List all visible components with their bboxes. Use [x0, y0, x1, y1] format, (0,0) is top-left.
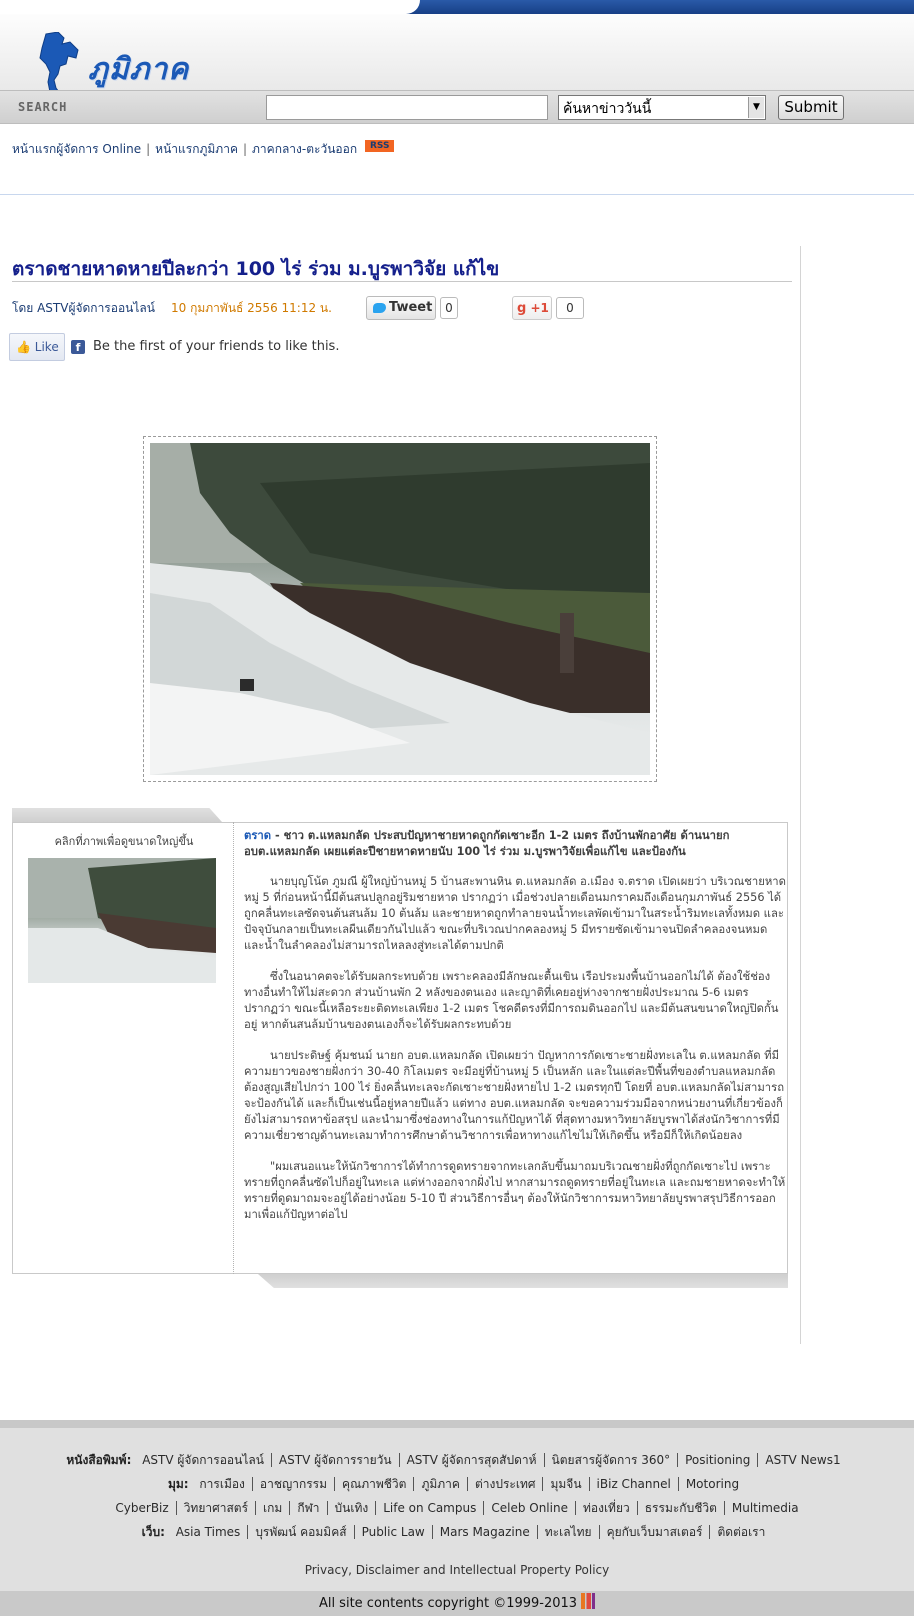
footer-link[interactable]: Positioning — [678, 1453, 758, 1467]
nav-link-manager-online[interactable]: หน้าแรกผู้จัดการ Online — [12, 142, 142, 156]
chevron-down-icon[interactable]: ▼ — [748, 97, 764, 118]
footer-link[interactable]: Multimedia — [731, 1501, 799, 1515]
thumbnail-photo — [28, 858, 216, 983]
footer-row-sections — [0, 1475, 914, 1494]
footer-label-newspapers: หนังสือพิมพ์: — [66, 1453, 132, 1467]
copyright-text: All site contents copyright ©1999-2013 — [318, 1596, 578, 1611]
search-label: SEARCH — [18, 100, 68, 114]
footer-link[interactable]: มุมจีน — [543, 1477, 589, 1491]
footer-link[interactable]: อาชญากรรม — [253, 1477, 335, 1491]
article-lead-text: - ชาว ต.แหลมกลัด ประสบปัญหาชายหาดถูกกัดเซาะอีก 1-2 เมตร ถึงบ้านพักอาศัย ด้านนายก อบต.แหลมกลัด เผยแต่ละปีชายหาดหายนับ 100 ไร่ ร่วม ม.บูรพาวิจัยเพื่อแก้ไข และป้องกัน — [244, 829, 730, 858]
footer-link[interactable]: ทะเลไทย — [538, 1525, 600, 1539]
footer-link[interactable]: การเมือง — [192, 1477, 253, 1491]
article-body-box — [12, 808, 788, 1288]
footer-link[interactable]: กีฬา — [290, 1501, 327, 1515]
footer-link[interactable]: Life on Campus — [376, 1501, 484, 1515]
search-category-select[interactable] — [558, 95, 766, 120]
footer-link[interactable]: Public Law — [355, 1525, 433, 1539]
nav-link-central-east[interactable]: ภาคกลาง-ตะวันออก — [252, 142, 358, 156]
site-header — [0, 14, 914, 90]
article-text — [244, 828, 786, 1238]
footer-label-web: เว็บ: — [141, 1525, 165, 1539]
coastal-erosion-photo — [150, 443, 650, 775]
article-date: 10 กุมภาพันธ์ 2556 11:12 น. — [171, 301, 332, 315]
footer-link[interactable]: ท่องเที่ยว — [576, 1501, 638, 1515]
article-paragraph: "ผมเสนอแนะให้นักวิชาการได้ทำการดูดทรายจากทะเลกลับขึ้นมาถมบริเวณชายฝั่งที่ถูกกัดเซาะไป เพราะทรายที่ถูกคลื่นซัดไปก็อยู่ในทะเล แต่ห่างออกจากฝั่งไป หากสามารถดูดทรายที่อยู่ในทะเล และถมชายหาดจะทำให้ทรายที่ดูดมาถมจะอยู่ได้อย่างน้อย 5-10 ปี ส่วนวิธีการอื่นๆ ต้องให้นักวิชาการมหาวิทยาลัยบูรพาสรุปวิธีการออกมาเพื่อแก้ปัญหาต่อไป — [244, 1160, 786, 1221]
enlarge-image-label: คลิกที่ภาพเพื่อดูขนาดใหญ่ขึ้น — [54, 835, 194, 848]
thumbs-up-icon: 👍 — [16, 340, 31, 354]
google-plus-button[interactable] — [512, 296, 552, 320]
submit-button[interactable]: Submit — [778, 95, 844, 120]
rss-badge[interactable]: RSS — [365, 140, 395, 152]
footer-link[interactable]: Motoring — [685, 1477, 740, 1491]
footer-label-sections: มุม: — [167, 1477, 189, 1491]
footer-link[interactable]: คุณภาพชีวิต — [335, 1477, 414, 1491]
article-byline: โดย ASTVผู้จัดการออนไลน์ — [12, 301, 155, 315]
footer-row-web — [0, 1523, 914, 1542]
footer-row-more-sections — [0, 1499, 914, 1518]
footer-link[interactable]: ASTV News1 — [765, 1453, 841, 1467]
header-divider — [0, 194, 914, 195]
footer-link[interactable]: Mars Magazine — [433, 1525, 538, 1539]
footer-link[interactable]: CyberBiz — [108, 1501, 176, 1515]
like-label: Like — [34, 340, 59, 354]
google-plus-label: +1 — [530, 301, 549, 315]
title-divider — [12, 281, 792, 282]
content-divider — [800, 246, 801, 1344]
box-bottom-tab — [258, 1274, 788, 1288]
footer-link[interactable]: Asia Times — [169, 1525, 249, 1539]
footer-link[interactable]: นิตยสารผู้จัดการ 360° — [545, 1453, 679, 1467]
article-title: ตราดชายหาดหายปีละกว่า 100 ไร่ ร่วม ม.บูรพาวิจัย แก้ไข — [12, 258, 500, 280]
tweet-button[interactable] — [366, 296, 436, 320]
thumbnail-column — [12, 822, 234, 1274]
box-top-tab — [12, 808, 222, 822]
footer-link[interactable]: ASTV ผู้จัดการรายวัน — [272, 1453, 400, 1467]
search-bar — [0, 90, 914, 124]
footer-link[interactable]: บุรพัฒน์ คอมมิคส์ — [248, 1525, 354, 1539]
article-paragraph: นายประดิษฐ์ คุ้มชนม์ นายก อบต.แหลมกลัด เปิดเผยว่า ปัญหาการกัดเซาะชายฝั่งทะเลใน ต.แหลมกลัด ที่มีความยาวของชายฝั่งกว่า 30-40 กิโลเมตร จะมีอยู่ที่บ้านหมู่ 5 เป็นหลัก และในแต่ละปีพื้นที่ของตำบลแหลมกลัดต้องสูญเสียไปกว่า 100 ไร่ ยิ่งคลื่นทะเลจะกัดเซาะชายฝั่งหายไป 1-2 เมตรทุกปี โดยที่ อบต.แหลมกลัดไม่สามารถจะป้องกันได้ และก็เป็นเช่นนี้อยู่หลายปีแล้ว แต่ทาง อบต.แหลมกลัด จะขอความร่วมมือจากหน่วยงานที่เกี่ยวข้องก็ยังไม่สามารถหาข้อสรุป และนำมาซึ่งช่องทางในการแก้ปัญหาได้ ที่สุดทางมหาวิทยาลัยบูรพาได้ส่งนักวิชาการที่มีความเชี่ยวชาญด้านทะเลมาทำการศึกษาด้านวิชาการเพื่อหาทางแก้ไขไม่ให้เกิดขึ้น หรือมีก็ให้เกิดน้อยลง — [244, 1049, 785, 1142]
tweet-label: Tweet — [389, 300, 433, 315]
nav-link-region-home[interactable]: หน้าแรกภูมิภาค — [155, 142, 238, 156]
footer-link[interactable]: ต่างประเทศ — [468, 1477, 544, 1491]
footer-link[interactable]: คุยกับเว็บมาสเตอร์ — [600, 1525, 711, 1539]
article-photo-frame — [143, 436, 657, 782]
footer-link[interactable]: บันเทิง — [328, 1501, 377, 1515]
tweet-count: 0 — [440, 297, 458, 319]
google-plus-icon: g — [517, 301, 527, 316]
privacy-link[interactable]: Privacy, Disclaimer and Intellectual Property Policy — [304, 1563, 610, 1577]
article-photo[interactable] — [150, 443, 650, 775]
footer-link[interactable]: ภูมิภาค — [414, 1477, 468, 1491]
article-place[interactable]: ตราด — [244, 829, 272, 842]
footer-link[interactable]: ASTV ผู้จัดการสุดสัปดาห์ — [400, 1453, 545, 1467]
footer-link[interactable]: ASTV ผู้จัดการออนไลน์ — [135, 1453, 272, 1467]
site-footer — [0, 1420, 914, 1616]
search-input[interactable] — [266, 95, 548, 120]
search-category-value: ค้นหาข่าววันนี้ — [563, 101, 652, 117]
footer-link[interactable]: ติดต่อเรา — [717, 1525, 766, 1539]
article-lead — [244, 828, 786, 860]
footer-row-newspapers — [0, 1451, 914, 1470]
facebook-icon: f — [71, 340, 85, 354]
copyright-bar — [0, 1591, 914, 1616]
top-strip — [0, 0, 914, 14]
footer-link[interactable]: iBiz Channel — [590, 1477, 679, 1491]
footer-link[interactable]: เกม — [256, 1501, 290, 1515]
article-paragraph: นายบุญโน้ต ภูมณี ผู้ใหญ่บ้านหมู่ 5 บ้านสะพานหิน ต.แหลมกลัด อ.เมือง จ.ตราด เปิดเผยว่า บริเวณชายหาดหมู่ 5 ที่ก่อนหน้านี้มีต้นสนปลูกอยู่ริมชายหาด ปรากฏว่า เมื่อช่วงปลายเดือนมกราคมถึงเดือนกุมภาพันธ์ 2556 ได้ถูกคลื่นทะเลซัดจนต้นสนล้ม 10 ต้นล้ม และชายหาดถูกทำลายจนน้ำทะเลพัดเข้ามาในสระน้ำริมทะเลทั้งหมด และปัจจุบันกลายเป็นทะเลผืนเดียวกันไปแล้ว ขณะที่บริเวณปากคลองหมู่ 5 มีทรายซัดเข้ามาจนปิดลำคลองจนหมด และน้ำในลำคลองไม่สามารถไหลลงสู่ทะเลได้ตามปกติ — [244, 875, 786, 952]
google-plus-count: 0 — [556, 297, 584, 319]
equalizer-logo-icon — [581, 1593, 595, 1609]
like-social-text: Be the first of your friends to like this. — [93, 339, 340, 354]
article-thumbnail[interactable] — [28, 858, 216, 983]
twitter-bird-icon — [373, 303, 386, 313]
article-paragraph: ซึ่งในอนาคตจะได้รับผลกระทบด้วย เพราะคลองมีลักษณะตื้นเขิน เรือประมงพื้นบ้านออกไม่ได้ ต้องใช้ช่องทางอื่นทำให้ไม่สะดวก ส่วนบ้านพัก 2 หลังของตนเอง และญาติที่เคยอยู่ห่างจากชายฝั่งประมาณ 5-6 เมตร ปรากฏว่า ขณะนี้เหลือระยะติดทะเลเพียง 1-2 เมตร โชคดีตรงที่มีการถมดินออกไป และมีต้นสนขนาดใหญ่ปิดกั้นอยู่ หากต้นสนล้มบ้านของตนเองก็จะได้รับผลกระทบด้วย — [244, 970, 779, 1031]
breadcrumb: หน้าแรกผู้จัดการ Online | หน้าแรกภูมิภาค | ภาคกลาง-ตะวันออก RSS — [12, 140, 394, 159]
footer-link[interactable]: Celeb Online — [484, 1501, 576, 1515]
footer-link[interactable]: ธรรมะกับชีวิต — [638, 1501, 725, 1515]
facebook-like-button[interactable] — [9, 333, 65, 361]
footer-link[interactable]: วิทยาศาสตร์ — [177, 1501, 256, 1515]
site-logo-text[interactable]: ภูมิภาค — [88, 52, 190, 87]
